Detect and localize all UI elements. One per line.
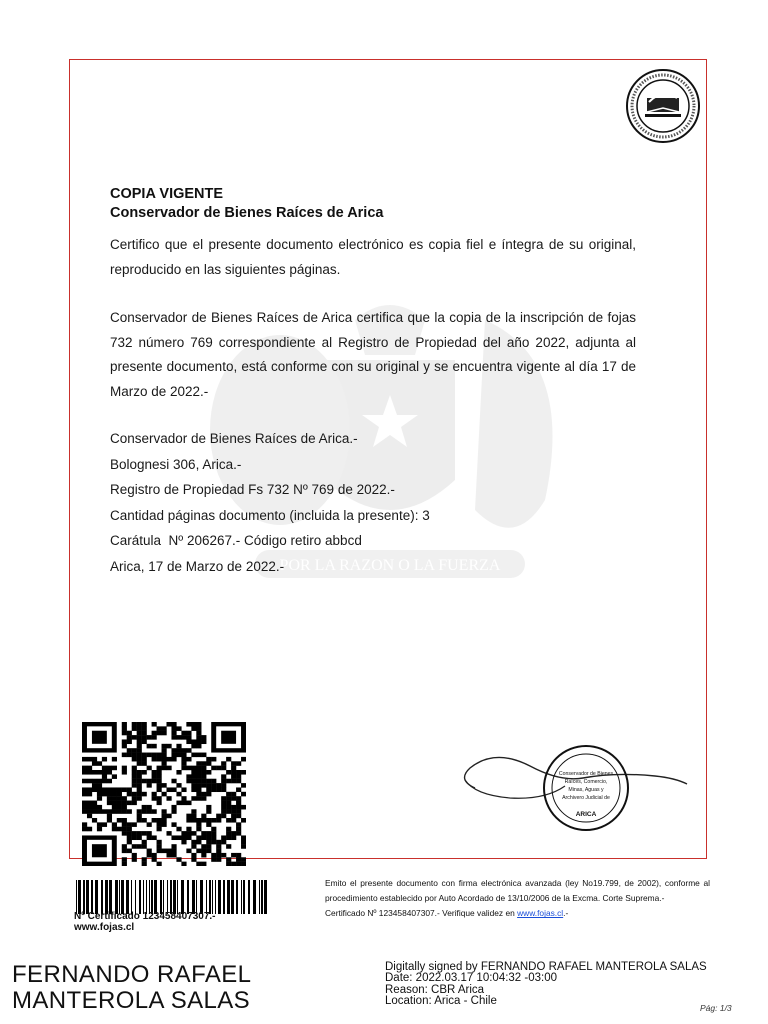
notice-text: Emito el presente documento con firma electrónica avanzada (ley No19.799, de 2002), conforme al procedimiento establecido por Auto Acordado de 13/10/2006 de la Excma. Corte Suprema.- [325,878,710,904]
detail-line: Carátula Nº 206267.- Código retiro abbcd [110,533,362,548]
verify-link[interactable]: www.fojas.cl [517,908,564,919]
svg-text:Minas, Aguas y: Minas, Aguas y [568,787,604,793]
signed-date: Date: 2022.03.17 10:04:32 -03:00 [385,972,558,985]
detail-line: Arica, 17 de Marzo de 2022.- [110,558,285,574]
signer-name: FERNANDO RAFAEL MANTEROLA SALAS [12,961,252,1014]
verify-line: Certificado Nº 123458407307.- Verifique validez en www.fojas.cl.- [325,908,569,919]
certificate-number: Nº Certificado 123458407307.- [74,911,216,922]
website-label: www.fojas.cl [74,922,135,933]
certification-paragraph: Certifico que el presente documento electrónico es copia fiel e íntegra de su original, reproducido en las siguientes páginas. [110,237,636,277]
document-title: COPIA VIGENTE [110,186,224,202]
watermark-motto: POR LA RAZON O LA FUERZA [279,557,501,574]
digital-signature-details [385,962,707,1007]
registry-paragraph: Conservador de Bienes Raíces de Arica certifica que la copia de la inscripción de fojas 732 número 769 correspondiente al Registro de Propiedad del año 2022, adjunta al presente documento, está conforme con su original y se encuentra vigente al día 17 de Marzo de 2022.- [110,310,636,399]
signed-reason: Reason: CBR Arica [385,983,485,996]
qr-code[interactable] [82,722,246,866]
certificate-barcode [74,880,270,914]
electronic-signature-notice [325,876,710,922]
detail-line: Conservador de Bienes Raíces de Arica.- [110,431,358,446]
svg-text:Raíces, Comercio,: Raíces, Comercio, [564,779,608,785]
document-heading [110,185,383,223]
page-number: Pág: 1/3 [700,1003,732,1013]
conservador-stamp [540,742,632,834]
detail-line: Cantidad páginas documento (incluida la presente): 3 [110,507,430,523]
svg-text:ARICA: ARICA [575,811,597,818]
registry-details [110,426,430,579]
detail-line: Registro de Propiedad Fs 732 Nº 769 de 2022.- [110,482,395,497]
svg-text:Conservador de Bienes: Conservador de Bienes [558,771,614,777]
notary-seal-icon [625,68,701,144]
document-subtitle: Conservador de Bienes Raíces de Arica [110,205,384,221]
signed-location: Location: Arica - Chile [385,994,497,1007]
detail-line: Bolognesi 306, Arica.- [110,456,242,472]
signed-by: Digitally signed by FERNANDO RAFAEL MANTEROLA SALAS [385,961,707,973]
svg-text:Archivero Judicial de: Archivero Judicial de [562,795,610,801]
